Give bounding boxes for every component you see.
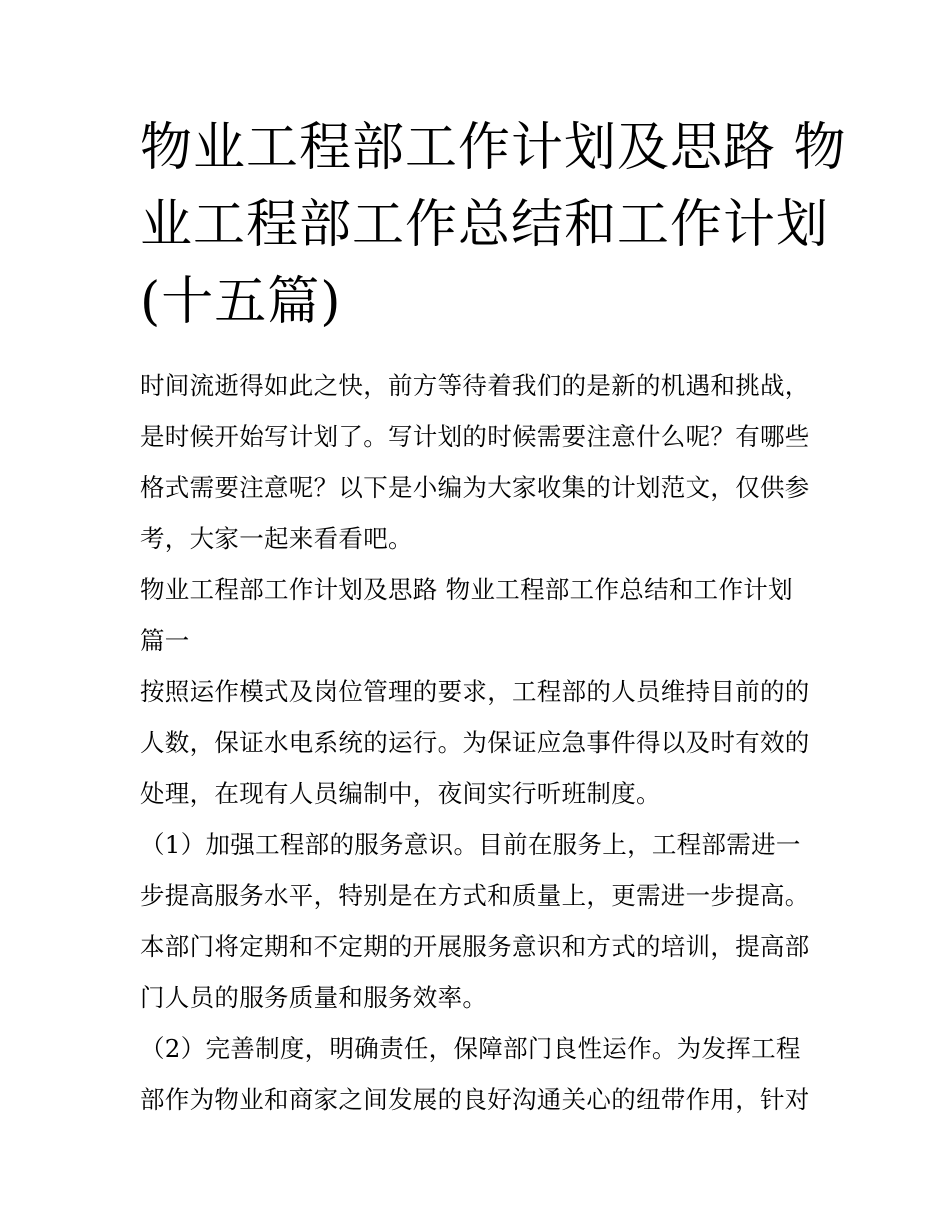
text-line: （2）完善制度，明确责任，保障部门良性运作。为发挥工程 <box>140 1034 801 1063</box>
title-line: (十五篇) <box>140 272 342 332</box>
text-line: 考，大家一起来看看吧。 <box>140 524 413 553</box>
text-line: 时间流逝得如此之快，前方等待着我们的是新的机遇和挑战， <box>140 371 810 400</box>
intro-paragraph <box>140 360 815 564</box>
text-line: 按照运作模式及岗位管理的要求，工程部的人员维持目前的的 <box>140 677 810 706</box>
body-paragraph-2 <box>140 819 815 1023</box>
text-line: 处理，在现有人员编制中，夜间实行听班制度。 <box>140 779 661 808</box>
title-line: 业工程部工作总结和工作计划 <box>140 195 830 255</box>
text-line: 物业工程部工作计划及思路 物业工程部工作总结和工作计划 <box>140 575 793 604</box>
title-line: 物业工程部工作计划及思路 物 <box>140 118 847 178</box>
text-line: 部作为物业和商家之间发展的良好沟通关心的纽带作用，针对 <box>140 1085 810 1114</box>
document-title <box>140 110 847 341</box>
section-heading <box>140 564 815 666</box>
body-paragraph-3 <box>140 1023 815 1125</box>
text-line: 步提高服务水平，特别是在方式和质量上，更需进一步提高。 <box>140 881 810 910</box>
text-line: 本部门将定期和不定期的开展服务意识和方式的培训，提高部 <box>140 932 810 961</box>
text-line: 格式需要注意呢？以下是小编为大家收集的计划范文，仅供参 <box>140 473 810 502</box>
text-line: 篇一 <box>140 626 190 655</box>
text-line: 门人员的服务质量和服务效率。 <box>140 983 488 1012</box>
text-line: 是时候开始写计划了。写计划的时候需要注意什么呢？有哪些 <box>140 422 810 451</box>
document-page <box>140 110 847 1125</box>
text-line: （1）加强工程部的服务意识。目前在服务上，工程部需进一 <box>140 830 801 859</box>
body-paragraph-1 <box>140 666 815 819</box>
text-line: 人数，保证水电系统的运行。为保证应急事件得以及时有效的 <box>140 728 810 757</box>
